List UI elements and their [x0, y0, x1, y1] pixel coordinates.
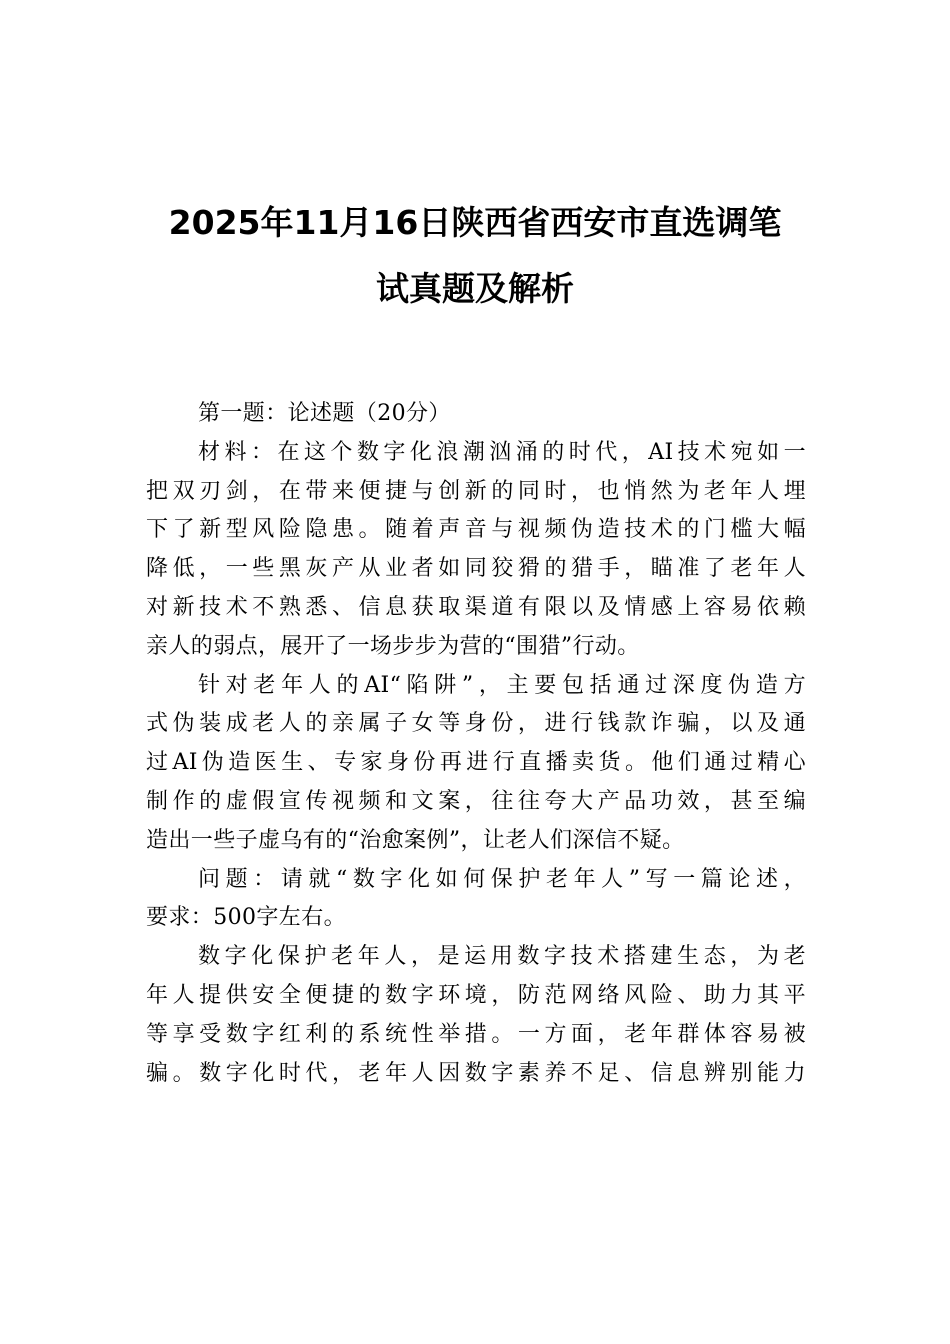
text-line: 年人提供安全便捷的数字环境，防范网络风险、助力其平	[146, 982, 806, 1008]
document-title	[120, 190, 830, 322]
text-line: 骗。数字化时代，老年人因数字素养不足、信息辨别能力	[146, 1060, 806, 1086]
text-line: 问题：请就“数字化如何保护老年人”写一篇论述，	[198, 866, 806, 892]
text-line: 数字化保护老年人，是运用数字技术搭建生态，为老	[198, 944, 806, 970]
text-line: 第一题：论述题（20分）	[198, 401, 451, 426]
text-line: 要求：500字左右。	[146, 905, 346, 931]
material-paragraph-1	[146, 434, 806, 667]
text-line: 过AI伪造医生、专家身份再进行直播卖货。他们通过精心	[146, 750, 806, 776]
text-line: 下了新型风险隐患。随着声音与视频伪造技术的门槛大幅	[146, 517, 806, 543]
question-paragraph	[146, 861, 806, 939]
text-line: 等享受数字红利的系统性举措。一方面，老年群体容易被	[146, 1021, 806, 1047]
text-line: 降低，一些黑灰产从业者如同狡猾的猎手，瞄准了老年人	[146, 556, 806, 582]
text-line: 造出一些子虚乌有的“治愈案例”，让老人们深信不疑。	[146, 827, 685, 853]
text-line: 把双刃剑，在带来便捷与创新的同时，也悄然为老年人埋	[146, 478, 806, 504]
answer-paragraph	[146, 938, 806, 1093]
text-line: 针对老年人的AI“陷阱”，主要包括通过深度伪造方	[198, 672, 806, 698]
title-line: 2025年11月16日陕西省西安市直选调笔	[168, 203, 782, 242]
text-line: 制作的虚假宣传视频和文案，往往夸大产品功效，甚至编	[146, 788, 806, 814]
question-heading	[146, 395, 806, 434]
document-body	[146, 395, 806, 1093]
text-line: 材料：在这个数字化浪潮汹涌的时代，AI技术宛如一	[198, 439, 806, 465]
text-line: 对新技术不熟悉、信息获取渠道有限以及情感上容易依赖	[146, 594, 806, 620]
material-paragraph-2	[146, 667, 806, 861]
title-line: 试真题及解析	[376, 269, 574, 308]
text-line: 式伪装成老人的亲属子女等身份，进行钱款诈骗，以及通	[146, 711, 806, 737]
text-line: 亲人的弱点，展开了一场步步为营的“围猎”行动。	[146, 633, 640, 659]
